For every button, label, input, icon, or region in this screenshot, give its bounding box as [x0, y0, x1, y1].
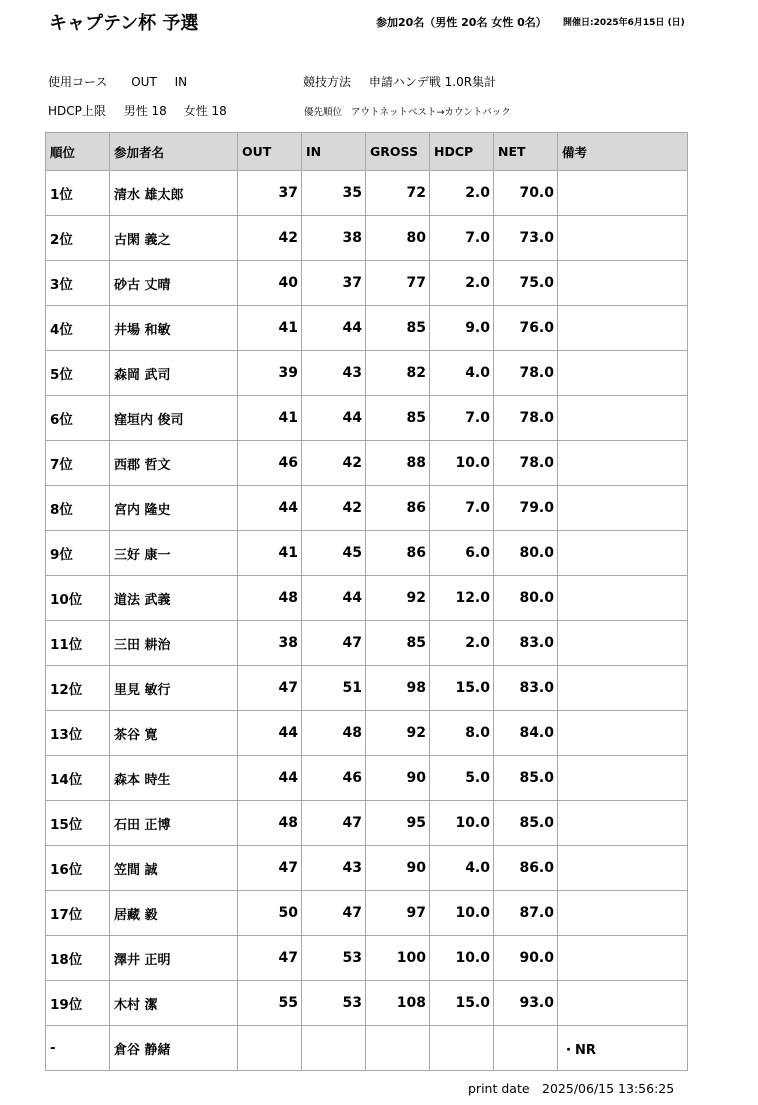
method-info — [303, 73, 496, 90]
cell-rank: 10位 — [46, 576, 110, 621]
cell-in: 45 — [302, 531, 366, 576]
cell-net — [494, 1026, 558, 1071]
cell-in: 38 — [302, 216, 366, 261]
cell-name: 笠間 誠 — [110, 846, 238, 891]
cell-note — [558, 486, 688, 531]
cell-name: 倉谷 静緒 — [110, 1026, 238, 1071]
cell-in: 35 — [302, 171, 366, 216]
participant-count: 参加20名（男性 20名 女性 0名） — [376, 16, 547, 29]
cell-net: 86.0 — [494, 846, 558, 891]
table-row — [46, 351, 688, 396]
header-note: 備考 — [558, 133, 688, 171]
cell-hdcp: 15.0 — [430, 666, 494, 711]
hdcp-label: HDCP上限 — [48, 104, 106, 118]
header-gross: GROSS — [366, 133, 430, 171]
cell-out: 41 — [238, 396, 302, 441]
cell-note — [558, 981, 688, 1026]
table-row — [46, 486, 688, 531]
cell-out: 42 — [238, 216, 302, 261]
cell-in: 43 — [302, 351, 366, 396]
header-rank: 順位 — [46, 133, 110, 171]
cell-rank: - — [46, 1026, 110, 1071]
cell-note — [558, 441, 688, 486]
cell-note — [558, 396, 688, 441]
cell-rank: 16位 — [46, 846, 110, 891]
cell-gross: 85 — [366, 621, 430, 666]
cell-out: 48 — [238, 576, 302, 621]
cell-rank: 18位 — [46, 936, 110, 981]
cell-rank: 7位 — [46, 441, 110, 486]
cell-name: 里見 敏行 — [110, 666, 238, 711]
cell-gross: 100 — [366, 936, 430, 981]
cell-out: 48 — [238, 801, 302, 846]
hdcp-male: 男性 18 — [123, 104, 167, 118]
cell-hdcp: 2.0 — [430, 621, 494, 666]
cell-hdcp: 7.0 — [430, 486, 494, 531]
cell-gross: 90 — [366, 846, 430, 891]
cell-hdcp: 10.0 — [430, 801, 494, 846]
cell-out: 41 — [238, 531, 302, 576]
cell-in: 46 — [302, 756, 366, 801]
table-row — [46, 306, 688, 351]
cell-net: 83.0 — [494, 666, 558, 711]
cell-note — [558, 576, 688, 621]
cell-gross: 95 — [366, 801, 430, 846]
cell-name: 宮内 隆史 — [110, 486, 238, 531]
cell-net: 93.0 — [494, 981, 558, 1026]
cell-note — [558, 756, 688, 801]
cell-hdcp: 5.0 — [430, 756, 494, 801]
cell-hdcp: 2.0 — [430, 171, 494, 216]
cell-name: 西郡 哲文 — [110, 441, 238, 486]
table-row — [46, 666, 688, 711]
cell-name: 道法 武義 — [110, 576, 238, 621]
cell-note — [558, 216, 688, 261]
cell-net: 75.0 — [494, 261, 558, 306]
table-row — [46, 936, 688, 981]
cell-rank: 14位 — [46, 756, 110, 801]
results-table — [45, 132, 688, 1071]
cell-net: 80.0 — [494, 576, 558, 621]
course-in: IN — [174, 75, 188, 89]
cell-hdcp: 9.0 — [430, 306, 494, 351]
cell-in: 48 — [302, 711, 366, 756]
page-title: キャプテン杯 予選 — [49, 13, 199, 34]
cell-rank: 6位 — [46, 396, 110, 441]
cell-in — [302, 1026, 366, 1071]
header-net: NET — [494, 133, 558, 171]
cell-note — [558, 711, 688, 756]
cell-note — [558, 801, 688, 846]
cell-net: 79.0 — [494, 486, 558, 531]
cell-out: 47 — [238, 666, 302, 711]
table-header-row — [46, 133, 688, 171]
cell-hdcp: 2.0 — [430, 261, 494, 306]
cell-gross: 97 — [366, 891, 430, 936]
cell-rank: 4位 — [46, 306, 110, 351]
cell-gross: 80 — [366, 216, 430, 261]
table-row — [46, 756, 688, 801]
cell-hdcp — [430, 1026, 494, 1071]
cell-note — [558, 306, 688, 351]
cell-hdcp: 10.0 — [430, 936, 494, 981]
cell-note — [558, 666, 688, 711]
cell-net: 83.0 — [494, 621, 558, 666]
table-row — [46, 171, 688, 216]
cell-out: 44 — [238, 756, 302, 801]
cell-rank: 2位 — [46, 216, 110, 261]
header-out: OUT — [238, 133, 302, 171]
cell-hdcp: 7.0 — [430, 396, 494, 441]
header-in: IN — [302, 133, 366, 171]
cell-name: 茶谷 寛 — [110, 711, 238, 756]
event-date: 開催日:2025年6月15日 (日) — [563, 18, 685, 28]
cell-name: 古閑 義之 — [110, 216, 238, 261]
cell-net: 70.0 — [494, 171, 558, 216]
cell-in: 51 — [302, 666, 366, 711]
cell-in: 47 — [302, 801, 366, 846]
cell-out: 46 — [238, 441, 302, 486]
cell-note — [558, 351, 688, 396]
cell-hdcp: 15.0 — [430, 981, 494, 1026]
cell-name: 居藏 毅 — [110, 891, 238, 936]
cell-in: 53 — [302, 936, 366, 981]
course-out: OUT — [131, 75, 157, 89]
cell-net: 76.0 — [494, 306, 558, 351]
cell-gross: 77 — [366, 261, 430, 306]
table-row — [46, 711, 688, 756]
cell-gross: 86 — [366, 531, 430, 576]
cell-out: 44 — [238, 711, 302, 756]
cell-out: 39 — [238, 351, 302, 396]
table-row — [46, 846, 688, 891]
results-body — [46, 171, 688, 1071]
cell-gross: 88 — [366, 441, 430, 486]
cell-gross: 92 — [366, 711, 430, 756]
cell-net: 78.0 — [494, 441, 558, 486]
table-row — [46, 801, 688, 846]
cell-gross — [366, 1026, 430, 1071]
cell-note — [558, 846, 688, 891]
cell-rank: 8位 — [46, 486, 110, 531]
cell-rank: 12位 — [46, 666, 110, 711]
priority-label: 優先順位 — [304, 107, 343, 118]
cell-name: 砂古 丈晴 — [110, 261, 238, 306]
cell-hdcp: 10.0 — [430, 441, 494, 486]
cell-out: 40 — [238, 261, 302, 306]
cell-note — [558, 171, 688, 216]
table-row — [46, 441, 688, 486]
cell-in: 44 — [302, 396, 366, 441]
cell-net: 84.0 — [494, 711, 558, 756]
cell-out: 50 — [238, 891, 302, 936]
cell-gross: 82 — [366, 351, 430, 396]
cell-out: 55 — [238, 981, 302, 1026]
table-row — [46, 981, 688, 1026]
cell-gross: 85 — [366, 396, 430, 441]
cell-note — [558, 261, 688, 306]
cell-note: ・NR — [558, 1026, 688, 1071]
cell-out — [238, 1026, 302, 1071]
cell-out: 37 — [238, 171, 302, 216]
cell-gross: 98 — [366, 666, 430, 711]
cell-net: 85.0 — [494, 801, 558, 846]
table-row — [46, 621, 688, 666]
cell-in: 47 — [302, 621, 366, 666]
cell-rank: 13位 — [46, 711, 110, 756]
cell-rank: 3位 — [46, 261, 110, 306]
cell-net: 80.0 — [494, 531, 558, 576]
cell-name: 澤井 正明 — [110, 936, 238, 981]
cell-out: 38 — [238, 621, 302, 666]
cell-gross: 92 — [366, 576, 430, 621]
cell-rank: 11位 — [46, 621, 110, 666]
cell-hdcp: 8.0 — [430, 711, 494, 756]
cell-name: 井場 和敏 — [110, 306, 238, 351]
cell-net: 90.0 — [494, 936, 558, 981]
print-date: print date 2025/06/15 13:56:25 — [468, 1081, 675, 1096]
priority-info — [304, 104, 511, 118]
cell-in: 53 — [302, 981, 366, 1026]
hdcp-female: 女性 18 — [183, 104, 227, 118]
hdcp-limit-info — [48, 102, 227, 119]
cell-out: 47 — [238, 846, 302, 891]
cell-name: 森岡 武司 — [110, 351, 238, 396]
cell-name: 清水 雄太郎 — [110, 171, 238, 216]
cell-in: 37 — [302, 261, 366, 306]
method-value: 申請ハンデ戦 1.0R集計 — [368, 75, 497, 89]
cell-gross: 72 — [366, 171, 430, 216]
header-hdcp: HDCP — [430, 133, 494, 171]
header-name: 参加者名 — [110, 133, 238, 171]
cell-gross: 90 — [366, 756, 430, 801]
cell-rank: 1位 — [46, 171, 110, 216]
table-row — [46, 891, 688, 936]
cell-rank: 9位 — [46, 531, 110, 576]
method-label: 競技方法 — [303, 75, 352, 89]
course-info — [48, 73, 187, 90]
cell-net: 87.0 — [494, 891, 558, 936]
cell-hdcp: 10.0 — [430, 891, 494, 936]
cell-name: 森本 時生 — [110, 756, 238, 801]
cell-rank: 19位 — [46, 981, 110, 1026]
cell-in: 42 — [302, 486, 366, 531]
cell-rank: 17位 — [46, 891, 110, 936]
table-row — [46, 396, 688, 441]
cell-hdcp: 4.0 — [430, 846, 494, 891]
cell-in: 43 — [302, 846, 366, 891]
cell-in: 47 — [302, 891, 366, 936]
cell-hdcp: 6.0 — [430, 531, 494, 576]
cell-in: 42 — [302, 441, 366, 486]
priority-value: アウトネットベスト→カウントバック — [351, 107, 511, 118]
cell-out: 44 — [238, 486, 302, 531]
cell-name: 三田 耕治 — [110, 621, 238, 666]
cell-name: 石田 正博 — [110, 801, 238, 846]
cell-note — [558, 621, 688, 666]
cell-gross: 85 — [366, 306, 430, 351]
cell-net: 78.0 — [494, 396, 558, 441]
table-row — [46, 261, 688, 306]
cell-note — [558, 531, 688, 576]
table-row — [46, 576, 688, 621]
cell-net: 85.0 — [494, 756, 558, 801]
cell-hdcp: 7.0 — [430, 216, 494, 261]
cell-rank: 5位 — [46, 351, 110, 396]
course-label: 使用コース — [48, 75, 108, 89]
cell-name: 窪垣内 俊司 — [110, 396, 238, 441]
cell-rank: 15位 — [46, 801, 110, 846]
cell-gross: 108 — [366, 981, 430, 1026]
cell-hdcp: 4.0 — [430, 351, 494, 396]
cell-net: 73.0 — [494, 216, 558, 261]
cell-out: 47 — [238, 936, 302, 981]
cell-out: 41 — [238, 306, 302, 351]
cell-note — [558, 891, 688, 936]
cell-name: 木村 潔 — [110, 981, 238, 1026]
cell-hdcp: 12.0 — [430, 576, 494, 621]
table-row — [46, 531, 688, 576]
cell-in: 44 — [302, 306, 366, 351]
cell-name: 三好 康一 — [110, 531, 238, 576]
cell-net: 78.0 — [494, 351, 558, 396]
table-row — [46, 216, 688, 261]
cell-note — [558, 936, 688, 981]
cell-gross: 86 — [366, 486, 430, 531]
table-row — [46, 1026, 688, 1071]
cell-in: 44 — [302, 576, 366, 621]
